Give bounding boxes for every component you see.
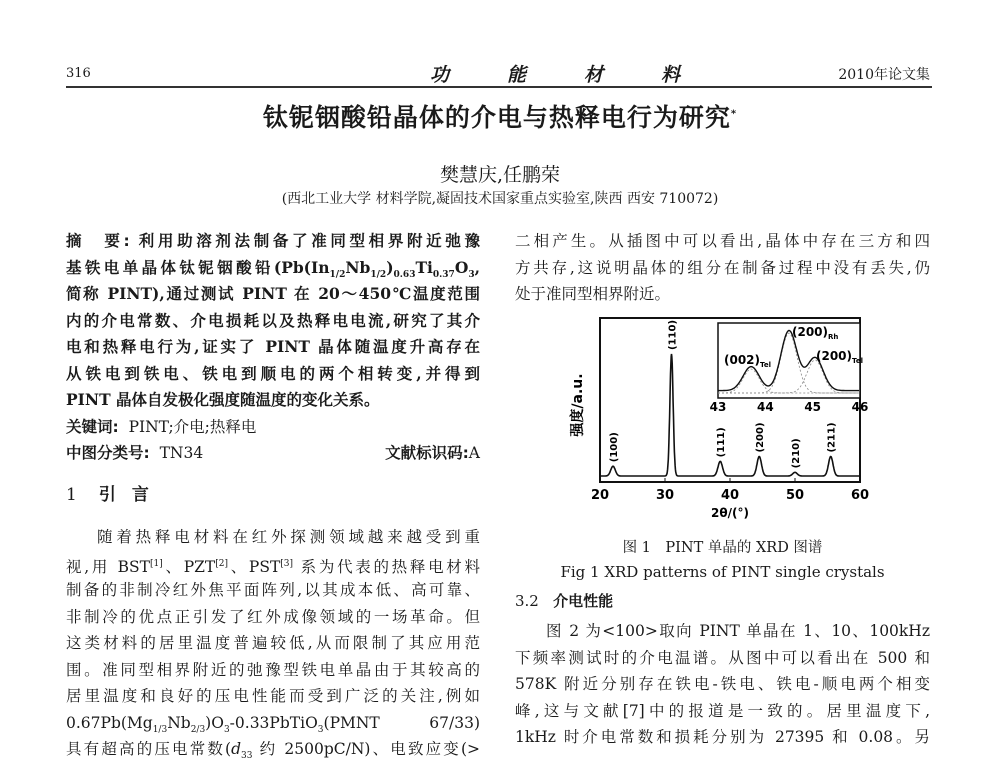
abstract-line: PINT 晶体自发极化强度随温度的变化关系。 xyxy=(66,390,380,409)
doc-code-label: 文献标识码: xyxy=(385,444,469,462)
peak-label: (110) xyxy=(667,319,679,350)
journal-char: 材 xyxy=(583,64,603,86)
journal-name xyxy=(430,60,680,87)
abstract-line: 基铁电单晶体钛铌铟酸铅($Pb(In_{1/2}Nb_{1/2})_{0.63}Ti_{0.37}O_3$, xyxy=(66,257,480,280)
inset-tick-label: 45 xyxy=(804,400,822,414)
section-heading-3-2 xyxy=(515,590,613,611)
peak-label: (200) xyxy=(755,422,767,453)
doc-code-value: A xyxy=(468,444,480,462)
x-tick-label: 50 xyxy=(785,488,805,503)
inset-tick-label: 46 xyxy=(851,400,869,414)
peak-label: (211) xyxy=(826,422,838,453)
x-tick-label: 30 xyxy=(655,488,675,503)
journal-char: 功 xyxy=(430,64,450,86)
volume-label: 2010年论文集 xyxy=(838,67,930,83)
body-line: $0.67Pb(Mg_{1/3}Nb_{2/3})O_3-0.33PbTiO_3(PMNT$ 67/33) xyxy=(66,713,480,735)
inset-peak-subscript: Tel xyxy=(760,361,772,369)
authors: 樊慧庆,任鹏荣 xyxy=(439,164,561,186)
abstract-line: 简称 PINT),通过测试 PINT 在 20～450℃温度范围 xyxy=(66,284,480,303)
body-line: 1kHz 时介电常数和损耗分别为 27395 和 0.08。另 xyxy=(515,728,930,746)
affiliation: (西北工业大学 材料学院,凝固技术国家重点实验室,陕西 西安 710072) xyxy=(281,191,719,207)
x-tick-label: 60 xyxy=(850,488,870,503)
section-title: 引言 xyxy=(98,485,165,505)
x-tick-label: 20 xyxy=(590,488,610,503)
inset-peak-subscript: Tel xyxy=(852,357,864,365)
body-line: 这类材料的居里温度普遍较低,从而限制了其应用范 xyxy=(66,634,480,652)
peak-label: (100) xyxy=(609,432,620,463)
body-line: 峰,这与文献[7]中的报道是一致的。居里温度下, xyxy=(515,701,930,720)
keywords-value: PINT;介电;热释电 xyxy=(128,417,257,436)
abstract-block xyxy=(66,228,480,467)
body-line: 下频率测试时的介电温谱。从图中可以看出在 500 和 xyxy=(515,648,930,667)
body-line: 图 2 为<100>取向 PINT 单晶在 1、10、100kHz xyxy=(546,622,930,640)
title-text: 钛铌铟酸铅晶体的介电与热释电行为研究 xyxy=(262,103,731,132)
body-line: 视,用 BST[1]、PZT[2]、PST[3] 系为代表的热释电材料 xyxy=(66,557,480,576)
body-line: 围。准同型相界附近的弛豫型铁电单晶由于其较高的 xyxy=(66,660,480,679)
abstract-label: 摘 要: xyxy=(66,232,130,250)
inset-tick-label: 44 xyxy=(756,400,774,414)
intro-body xyxy=(66,524,480,763)
paper-title xyxy=(0,98,1000,134)
page-number: 316 xyxy=(66,66,91,81)
body-line: 578K 附近分别存在铁电-铁电、铁电-顺电两个相变 xyxy=(515,675,930,693)
clc-value: TN34 xyxy=(159,444,204,462)
abstract-line: 从铁电到铁电、铁电到顺电的两个相转变,并得到 xyxy=(66,363,480,383)
xrd-chart xyxy=(560,310,880,525)
x-axis-label: 2θ/(°) xyxy=(711,506,749,520)
figure-caption-en: Fig 1 XRD patterns of PINT single crystals xyxy=(560,563,885,581)
journal-char: 能 xyxy=(506,64,526,86)
inset-peak-subscript: Rh xyxy=(828,333,839,341)
abstract-line: 电和热释电行为,证实了 PINT 晶体随温度升高存在 xyxy=(66,337,480,356)
figure-caption-cn: 图 1 PINT 单晶的 XRD 图谱 xyxy=(622,540,823,556)
body-line: 处于准同型相界附近。 xyxy=(515,285,671,303)
body-line: 制备的非制冷红外焦平面阵列,以其成本低、高可靠、 xyxy=(66,581,480,599)
inset-peak-label: $(200)_{Rh}$ xyxy=(792,325,839,341)
section-heading-1 xyxy=(66,480,165,505)
right-column-top xyxy=(515,228,930,308)
body-line: 居里温度和良好的压电性能而受到广泛的关注,例如 xyxy=(66,687,480,705)
title-footnote-mark: * xyxy=(730,108,738,120)
header-rule xyxy=(66,86,932,88)
clc-label: 中图分类号: xyxy=(66,444,150,462)
dielectric-body xyxy=(515,618,930,751)
journal-char: 料 xyxy=(660,64,680,86)
section-number: 3.2 xyxy=(515,592,539,610)
peak-label: (111) xyxy=(716,427,728,458)
section-title: 介电性能 xyxy=(553,592,614,610)
body-line: 二相产生。从插图中可以看出,晶体中存在三方和四 xyxy=(515,232,930,250)
keywords-label: 关键词: xyxy=(66,417,119,436)
body-line: 非制冷的优点正引发了红外成像领域的一场革命。但 xyxy=(66,607,480,626)
peak-label: (210) xyxy=(791,438,802,469)
classification xyxy=(66,440,480,467)
keywords xyxy=(66,414,480,441)
body-line: 随着热释电材料在红外探测领域越来越受到重 xyxy=(97,528,480,546)
inset-peak-label: $(002)_{Tel}$ xyxy=(724,353,772,369)
body-line: 方共存,这说明晶体的组分在制备过程中没有丢失,仍 xyxy=(515,258,930,277)
inset-tick-label: 43 xyxy=(709,400,727,414)
abstract-text: 利用助溶剂法制备了准同型相界附近弛豫 xyxy=(138,231,480,250)
abstract-line xyxy=(66,228,480,255)
y-axis-label: 强度/a.u. xyxy=(570,373,586,437)
inset-peak-label: $(200)_{Tel}$ xyxy=(816,349,864,365)
x-tick-label: 40 xyxy=(720,488,740,503)
section-number: 1 xyxy=(66,485,77,505)
abstract-line: 内的介电常数、介电损耗以及热释电电流,研究了其介 xyxy=(66,310,480,330)
body-line: 具有超高的压电常数($d_{33}$ 约 2500pC/N)、电致应变(> xyxy=(66,740,480,762)
